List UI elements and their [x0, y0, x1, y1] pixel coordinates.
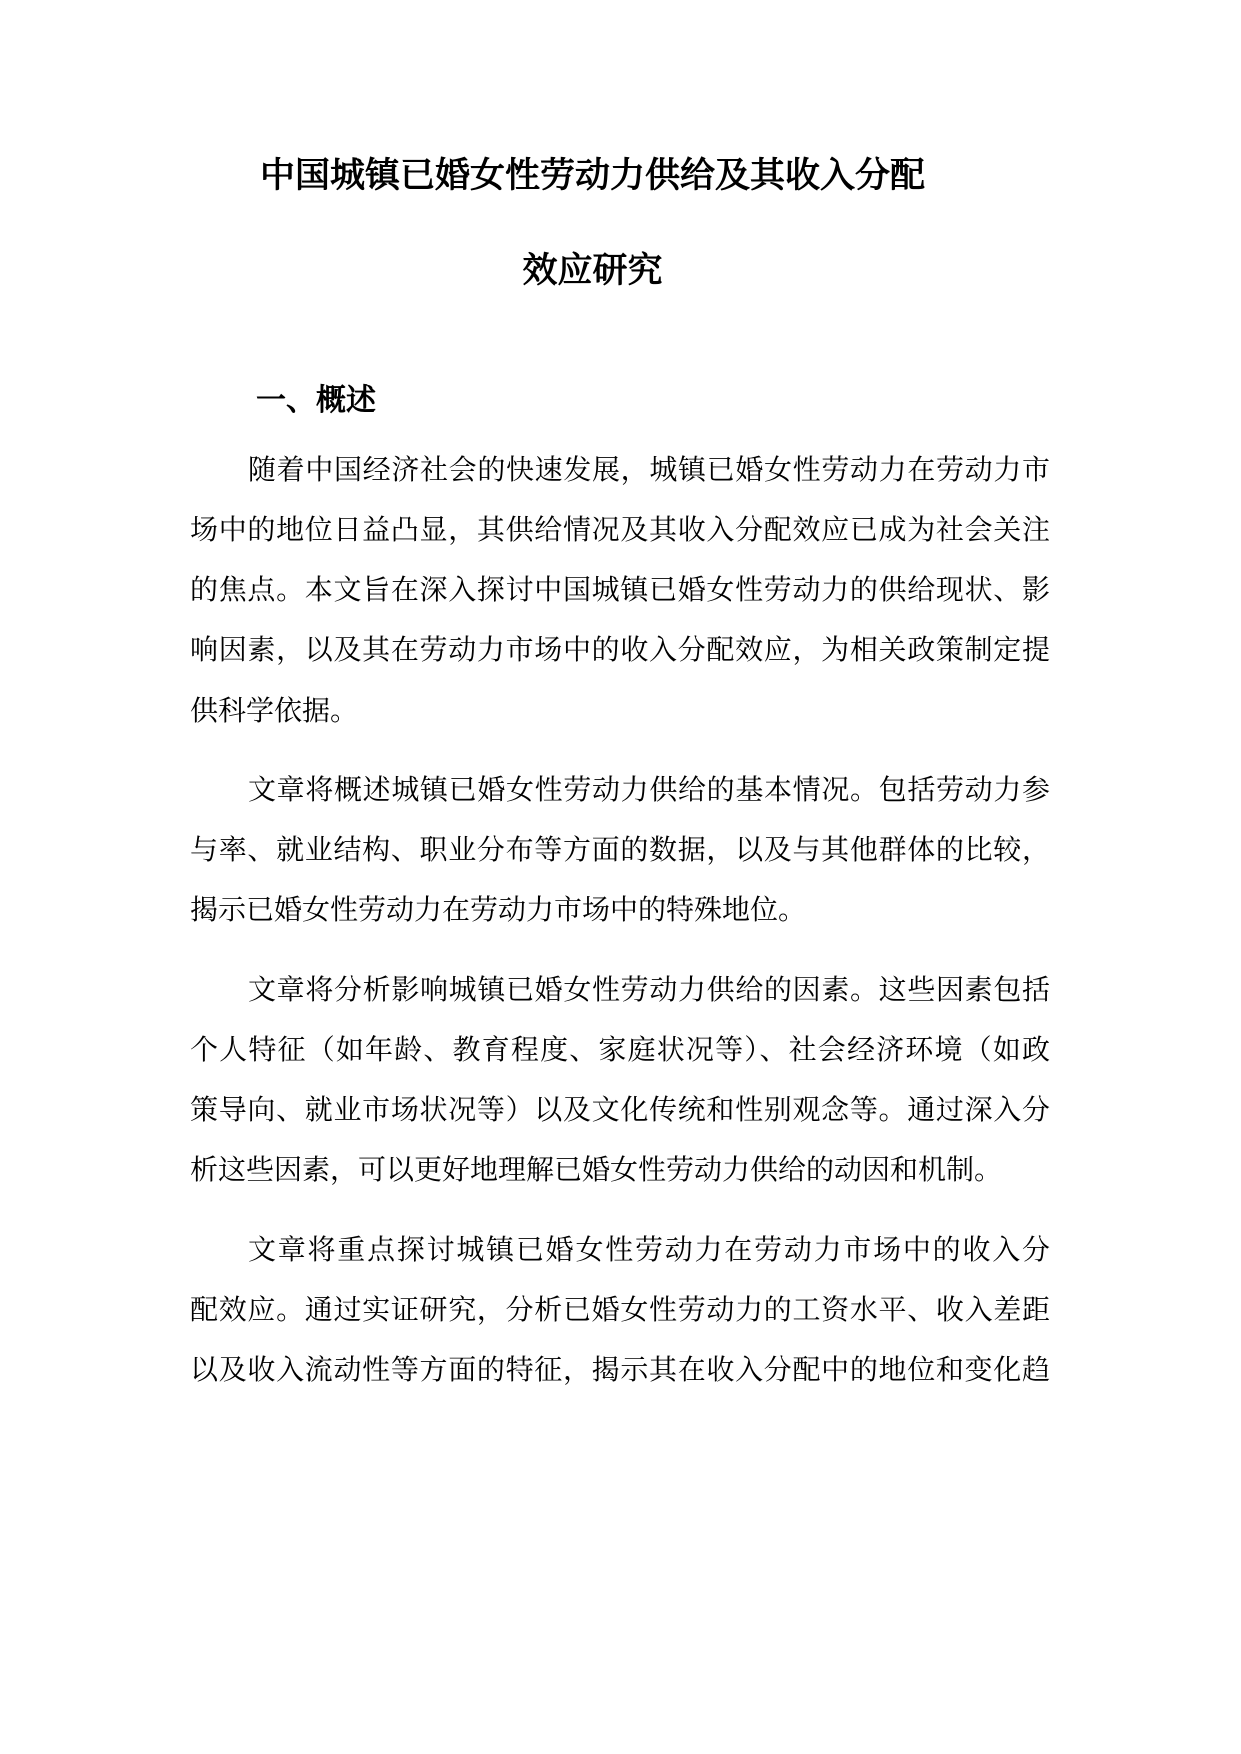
paragraph-line: 随着中国经济社会的快速发展，城镇已婚女性劳动力在劳动力市	[248, 453, 1050, 486]
paragraph-line: 配效应。通过实证研究，分析已婚女性劳动力的工资水平、收入差距	[190, 1293, 1050, 1326]
paragraph-line: 以及收入流动性等方面的特征，揭示其在收入分配中的地位和变化趋	[190, 1353, 1050, 1386]
paragraph-line: 个人特征（如年龄、教育程度、家庭状况等）、社会经济环境（如政	[190, 1033, 1050, 1066]
paragraph-line: 响因素，以及其在劳动力市场中的收入分配效应，为相关政策制定提	[190, 633, 1050, 666]
paragraph-line: 场中的地位日益凸显，其供给情况及其收入分配效应已成为社会关注	[190, 513, 1050, 546]
document-title-line-1: 中国城镇已婚女性劳动力供给及其收入分配	[259, 156, 925, 196]
paragraph-line: 的焦点。本文旨在深入探讨中国城镇已婚女性劳动力的供给现状、影	[190, 573, 1050, 606]
paragraph-line: 文章将重点探讨城镇已婚女性劳动力在劳动力市场中的收入分	[248, 1233, 1050, 1266]
paragraph-line: 与率、就业结构、职业分布等方面的数据，以及与其他群体的比较，	[190, 833, 1050, 866]
paragraph-line: 策导向、就业市场状况等）以及文化传统和性别观念等。通过深入分	[190, 1093, 1050, 1126]
paragraph-line: 文章将分析影响城镇已婚女性劳动力供给的因素。这些因素包括	[248, 973, 1050, 1006]
section-heading: 一、概述	[256, 383, 376, 418]
paragraph-line: 文章将概述城镇已婚女性劳动力供给的基本情况。包括劳动力参	[248, 773, 1050, 806]
paragraph-line: 揭示已婚女性劳动力在劳动力市场中的特殊地位。	[190, 893, 807, 926]
paragraph-line: 析这些因素，可以更好地理解已婚女性劳动力供给的动因和机制。	[190, 1153, 1003, 1186]
document-title-line-2: 效应研究	[522, 251, 663, 291]
paragraph-line: 供科学依据。	[190, 694, 359, 727]
